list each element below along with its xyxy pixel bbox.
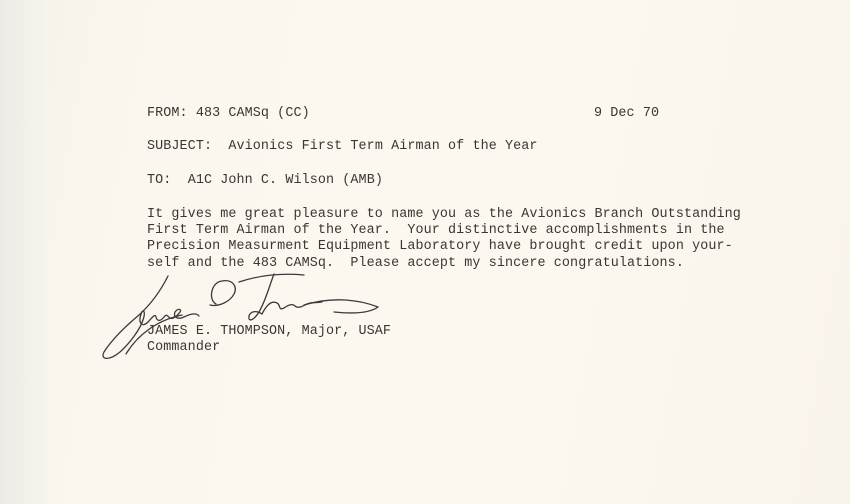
subject-label: SUBJECT: [147,139,213,154]
from-label: FROM: [147,106,188,121]
signer-name: JAMES E. THOMPSON, Major, USAF [147,324,392,339]
from-line [147,106,310,122]
body-line: First Term Airman of the Year. Your distinctive accomplishments in the [147,223,725,238]
signer-title: Commander [147,340,221,355]
paper-edge-shadow [0,0,48,504]
body-line: self and the 483 CAMSq. Please accept my sincere congratulations. [147,256,684,271]
body-line: Precision Measurment Equipment Laboratory have brought credit upon your- [147,239,733,254]
to-value: A1C John C. Wilson (AMB) [187,173,383,188]
from-value: 483 CAMSq (CC) [195,106,310,121]
memo-date: 9 Dec 70 [594,106,660,121]
to-line [147,173,383,189]
handwritten-signature [98,262,398,372]
subject-line [147,139,538,155]
subject-value: Avionics First Term Airman of the Year [228,139,538,154]
body-line: It gives me great pleasure to name you as the Avionics Branch Outstanding [147,207,741,222]
to-label: TO: [147,173,172,188]
